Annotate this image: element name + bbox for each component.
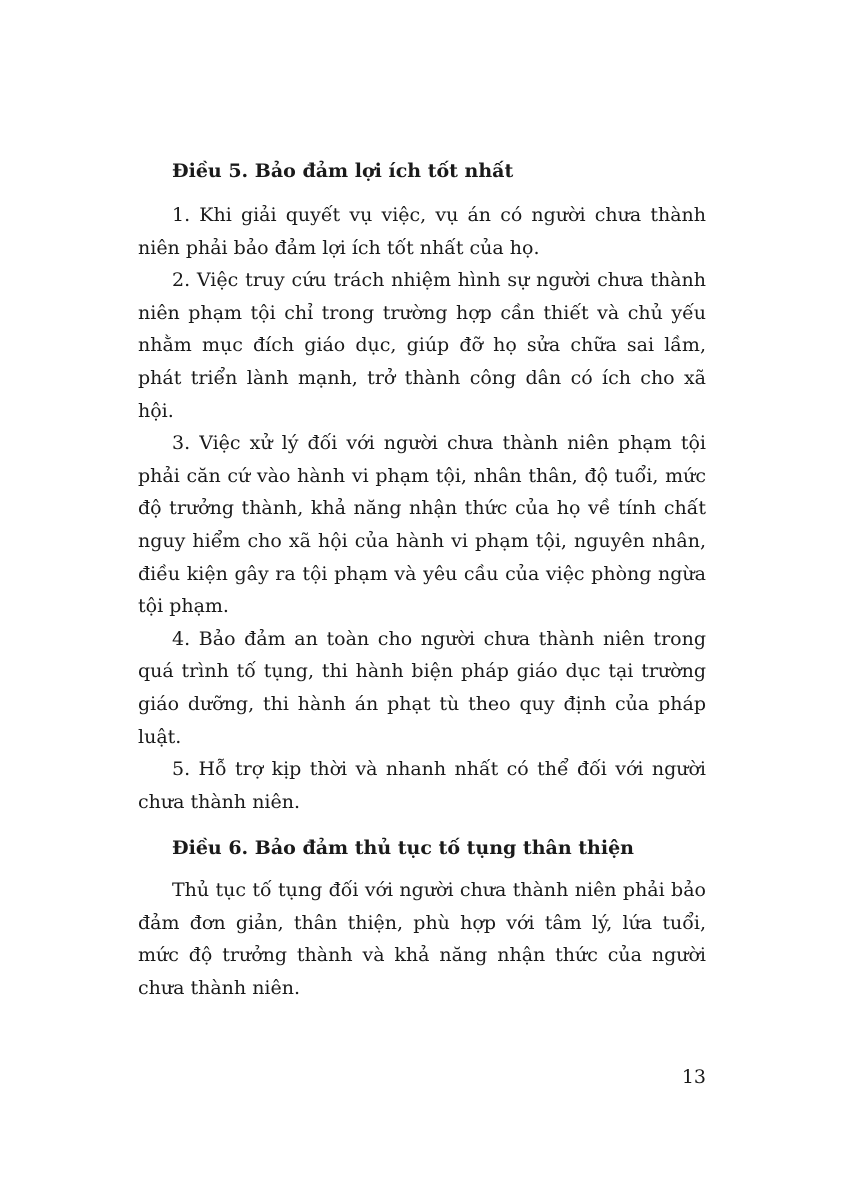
article-6-heading: Điều 6. Bảo đảm thủ tục tố tụng thân thiện xyxy=(172,837,634,860)
article-5-clause-5: 5. Hỗ trợ kịp thời và nhanh nhất có thể đối với người chưa thành niên. xyxy=(138,758,706,813)
article-5-heading: Điều 5. Bảo đảm lợi ích tốt nhất xyxy=(172,160,514,182)
article-5-clause-2: 2. Việc truy cứu trách nhiệm hình sự người chưa thành niên phạm tội chỉ trong trường hợp cần thiết và chủ yếu nhằm mục đích giáo dục, giúp đỡ họ sửa chữa sai lầm, phát triển lành mạnh, trở thành công dân có ích cho xã hội. xyxy=(138,269,706,422)
page-number: 13 xyxy=(681,1066,706,1088)
article-5-clause-3: 3. Việc xử lý đối với người chưa thành niên phạm tội phải căn cứ vào hành vi phạm tội, nhân thân, độ tuổi, mức độ trưởng thành, khả năng nhận thức của họ về tính chất nguy hiểm cho xã hội của hành vi phạm tội, nguyên nhân, điều kiện gây ra tội phạm và yêu cầu của việc phòng ngừa tội phạm. xyxy=(138,432,706,618)
article-6-paragraph: Thủ tục tố tụng đối với người chưa thành niên phải bảo đảm đơn giản, thân thiện, phù hợp với tâm lý, lứa tuổi, mức độ trưởng thành và khả năng nhận thức của người chưa thành niên. xyxy=(138,879,706,1000)
article-5-clause-1: 1. Khi giải quyết vụ việc, vụ án có người chưa thành niên phải bảo đảm lợi ích tốt nhất của họ. xyxy=(138,204,706,259)
article-5-clause-4: 4. Bảo đảm an toàn cho người chưa thành niên trong quá trình tố tụng, thi hành biện pháp giáo dục tại trường giáo dưỡng, thi hành án phạt tù theo quy định của pháp luật. xyxy=(138,627,706,748)
document-page-content xyxy=(138,155,706,1005)
